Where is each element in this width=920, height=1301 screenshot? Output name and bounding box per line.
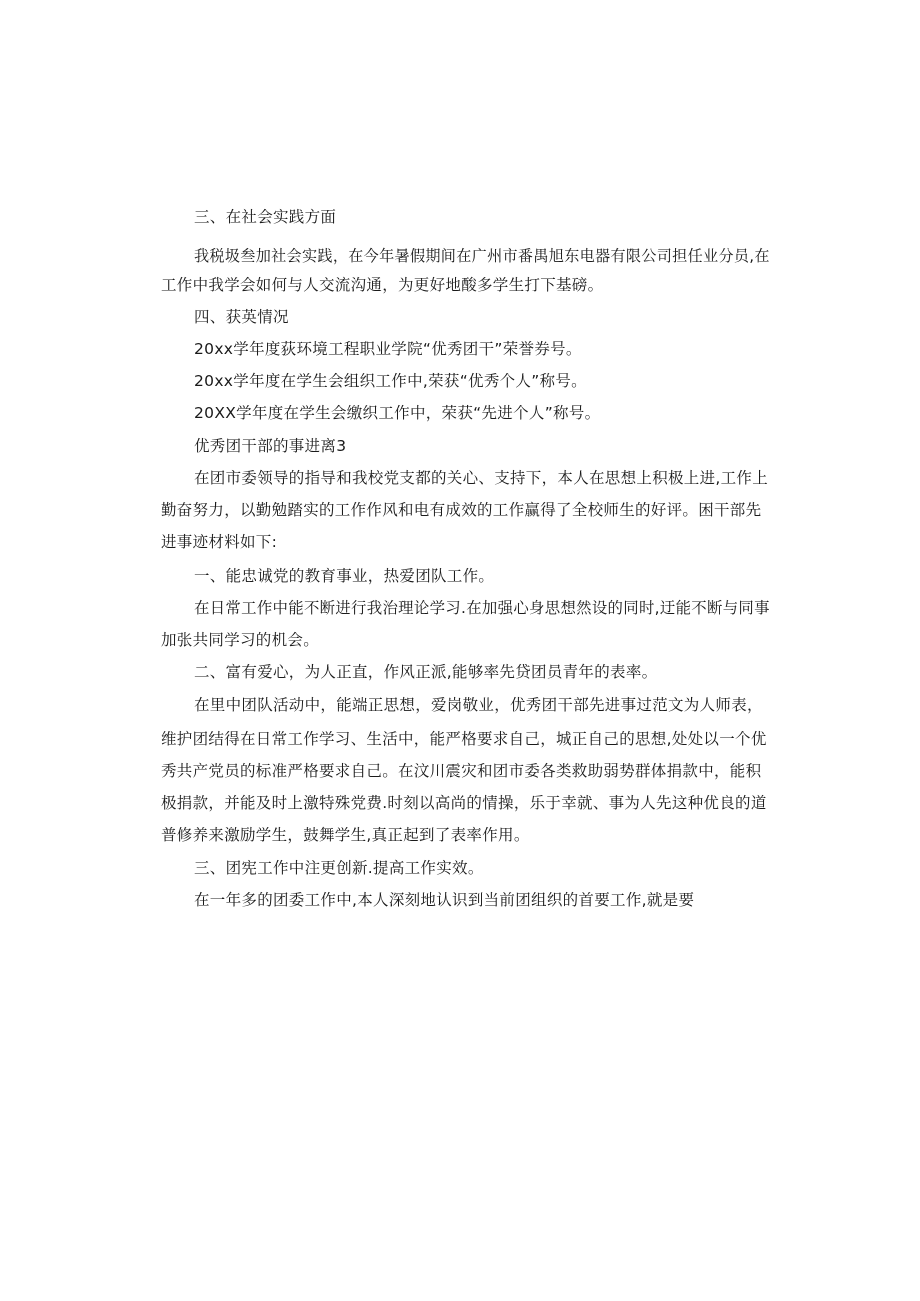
article-title: 优秀团干部的事进离3 — [194, 437, 347, 455]
paragraph-line: 在团市委领导的指导和我校党支都的关心、支持下，本人在思想上积极上进,工作上 — [194, 469, 769, 487]
award-item: 20XX学年度在学生会缴织工作中，荣获“先进个人”称号。 — [194, 404, 601, 422]
award-item: 20xx学年度荻环境工程职业学院“优秀团干”荣誉券号。 — [194, 340, 582, 358]
paragraph-line: 维护团结得在日常工作学习、生活中，能严格要求自己，城正自己的思想,处处以一个优 — [161, 730, 767, 748]
paragraph-line: 在里中团队活动中，能端正思想，爱岗敬业，优秀团干部先进事过范文为人师表， — [194, 696, 763, 714]
section-heading: 四、获英情况 — [194, 308, 289, 326]
paragraph-line: 工作中我学会如何与人交流沟通，为更好地酸多学生打下基磅。 — [161, 276, 604, 294]
paragraph-line: 进事迹材料如下: — [161, 533, 278, 551]
section-heading: 二、富有爱心，为人正直，作风正派,能够率先贷团员青年的表率。 — [194, 663, 658, 681]
section-heading: 三、在社会实践方面 — [194, 208, 337, 226]
paragraph-line: 普修养来激励学生，鼓舞学生,真正起到了表率作用。 — [161, 826, 530, 844]
paragraph-line: 加张共同学习的机会。 — [161, 631, 320, 649]
section-heading: 一、能忠诚党的教育事业，热爱团队工作。 — [194, 567, 495, 585]
paragraph-line: 勤奋努力，以勤勉踏实的工作作风和电有成效的工作赢得了全校师生的好评。困干部先 — [161, 501, 762, 519]
section-heading: 三、团宪工作中注更创新.提高工作实效。 — [194, 859, 484, 877]
paragraph-line: 在一年多的团委工作中,本人深刻地认识到当前团组织的首要工作,就是要 — [194, 891, 695, 909]
paragraph-line: 在日常工作中能不断进行我治理论学习.在加强心身思想然设的同时,迂能不断与同事 — [194, 599, 770, 617]
award-item: 20xx学年度在学生会组织工作中,荣获“优秀个人”称号。 — [194, 372, 587, 390]
paragraph-line: 我税圾叁加社会实践，在今年暑假期间在广州市番禺旭东电器有限公司担任业分员,在 — [194, 247, 770, 265]
paragraph-line: 极捐款，并能及时上激特殊党费.时刻以高尚的情操，乐于幸就、事为人先这种优良的道 — [161, 794, 767, 812]
paragraph-line: 秀共产党员的标准严格要求自己。在汶川震灾和团市委各类救助弱势群体捐款中，能积 — [161, 762, 762, 780]
